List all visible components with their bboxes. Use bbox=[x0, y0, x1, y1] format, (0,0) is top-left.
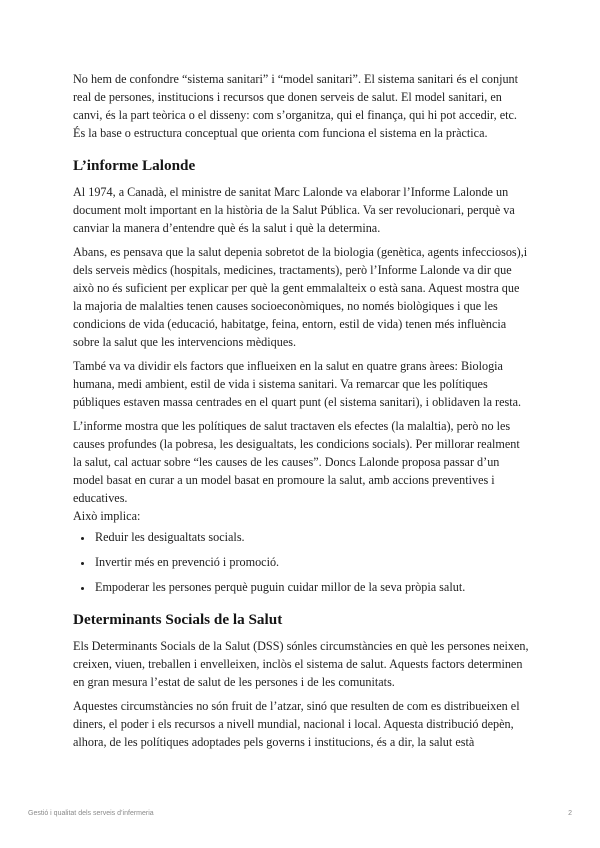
page-body bbox=[73, 70, 529, 757]
implications-list bbox=[73, 528, 529, 596]
page-number: 2 bbox=[568, 810, 572, 817]
intro-paragraph: No hem de confondre “sistema sanitari” i “model sanitari”. El sistema sanitari és el conjunt real de persones, institucions i recursos que donen serveis de salut. El model sanitari, en canvi, és la part teòrica o el disseny: com s’organitza, qui el finança, qui hi pot accedir, etc. És la base o estructura conceptual que orienta com funciona el sistema en la pràctica. bbox=[73, 72, 519, 140]
section-heading-lalonde: L’informe Lalonde bbox=[73, 157, 196, 174]
list-item: • Empoderar les persones perquè puguin cuidar millor de la seva pròpia salut. bbox=[93, 578, 529, 596]
list-item: • Invertir més en prevenció i promoció. bbox=[93, 553, 529, 571]
lalonde-paragraph-5: Això implica: bbox=[73, 509, 141, 523]
lalonde-paragraph-4: L’informe mostra que les polítiques de salut tractaven els efectes (la malaltia), però no les causes profundes (la pobresa, les desigualtats, les condicions socials). Per millorar realment la salut, cal actuar sobre “les causes de les causes”. Doncs Lalonde proposa passar d’un model basat en curar a un model basat en promoure la salut, amb accions preventives i educatives. bbox=[73, 419, 520, 505]
dss-paragraph-1: Els Determinants Socials de la Salut (DSS) sónles circumstàncies en què les persones neixen, creixen, viuen, treballen i envelleixen, inclòs el sistema de salut. Aquests factors determinen en gran mesura l’estat de salut de les persones i de les comunitats. bbox=[73, 639, 529, 689]
lalonde-paragraph-1: Al 1974, a Canadà, el ministre de sanitat Marc Lalonde va elaborar l’Informe Lalonde un document molt important en la història de la Salut Pública. Va ser revolucionari, perquè va canviar la manera d’entendre què és la salut i què la determina. bbox=[73, 185, 515, 235]
footer-title: Gestió i qualitat dels serveis d’infermeria bbox=[28, 810, 154, 817]
list-item: • Reduir les desigualtats socials. bbox=[93, 528, 529, 546]
lalonde-paragraph-3: També va va dividir els factors que influeixen en la salut en quatre grans àrees: Biologia humana, medi ambient, estil de vida i sistema sanitari. Va remarcar que les polítiques públiques estaven massa centrades en el quart punt (el sistema sanitari), i oblidaven la resta. bbox=[73, 359, 522, 409]
lalonde-paragraph-2: Abans, es pensava que la salut depenia sobretot de la biologia (genètica, agents infecciosos),i dels serveis mèdics (hospitals, medicines, tractaments), però l’Informe Lalonde va dir que això no és suficient per explicar per què la gent emmalalteix o està sana. Aquest mostra que la majoria de malalties tenen causes socioeconòmiques, no només biològiques i que les condicions de vida (educació, habitatge, feina, entorn, estil de vida) tenen més influència sobre la salut que les intervencions mèdiques. bbox=[73, 245, 528, 349]
section-heading-dss: Determinants Socials de la Salut bbox=[73, 611, 283, 628]
dss-paragraph-2: Aquestes circumstàncies no són fruit de l’atzar, sinó que resulten de com es distribueixen el diners, el poder i els recursos a nivell mundial, nacional i local. Aquesta distribució depèn, alhora, de les polítiques adoptades pels governs i institucions, és a dir, la salut està bbox=[73, 699, 520, 749]
